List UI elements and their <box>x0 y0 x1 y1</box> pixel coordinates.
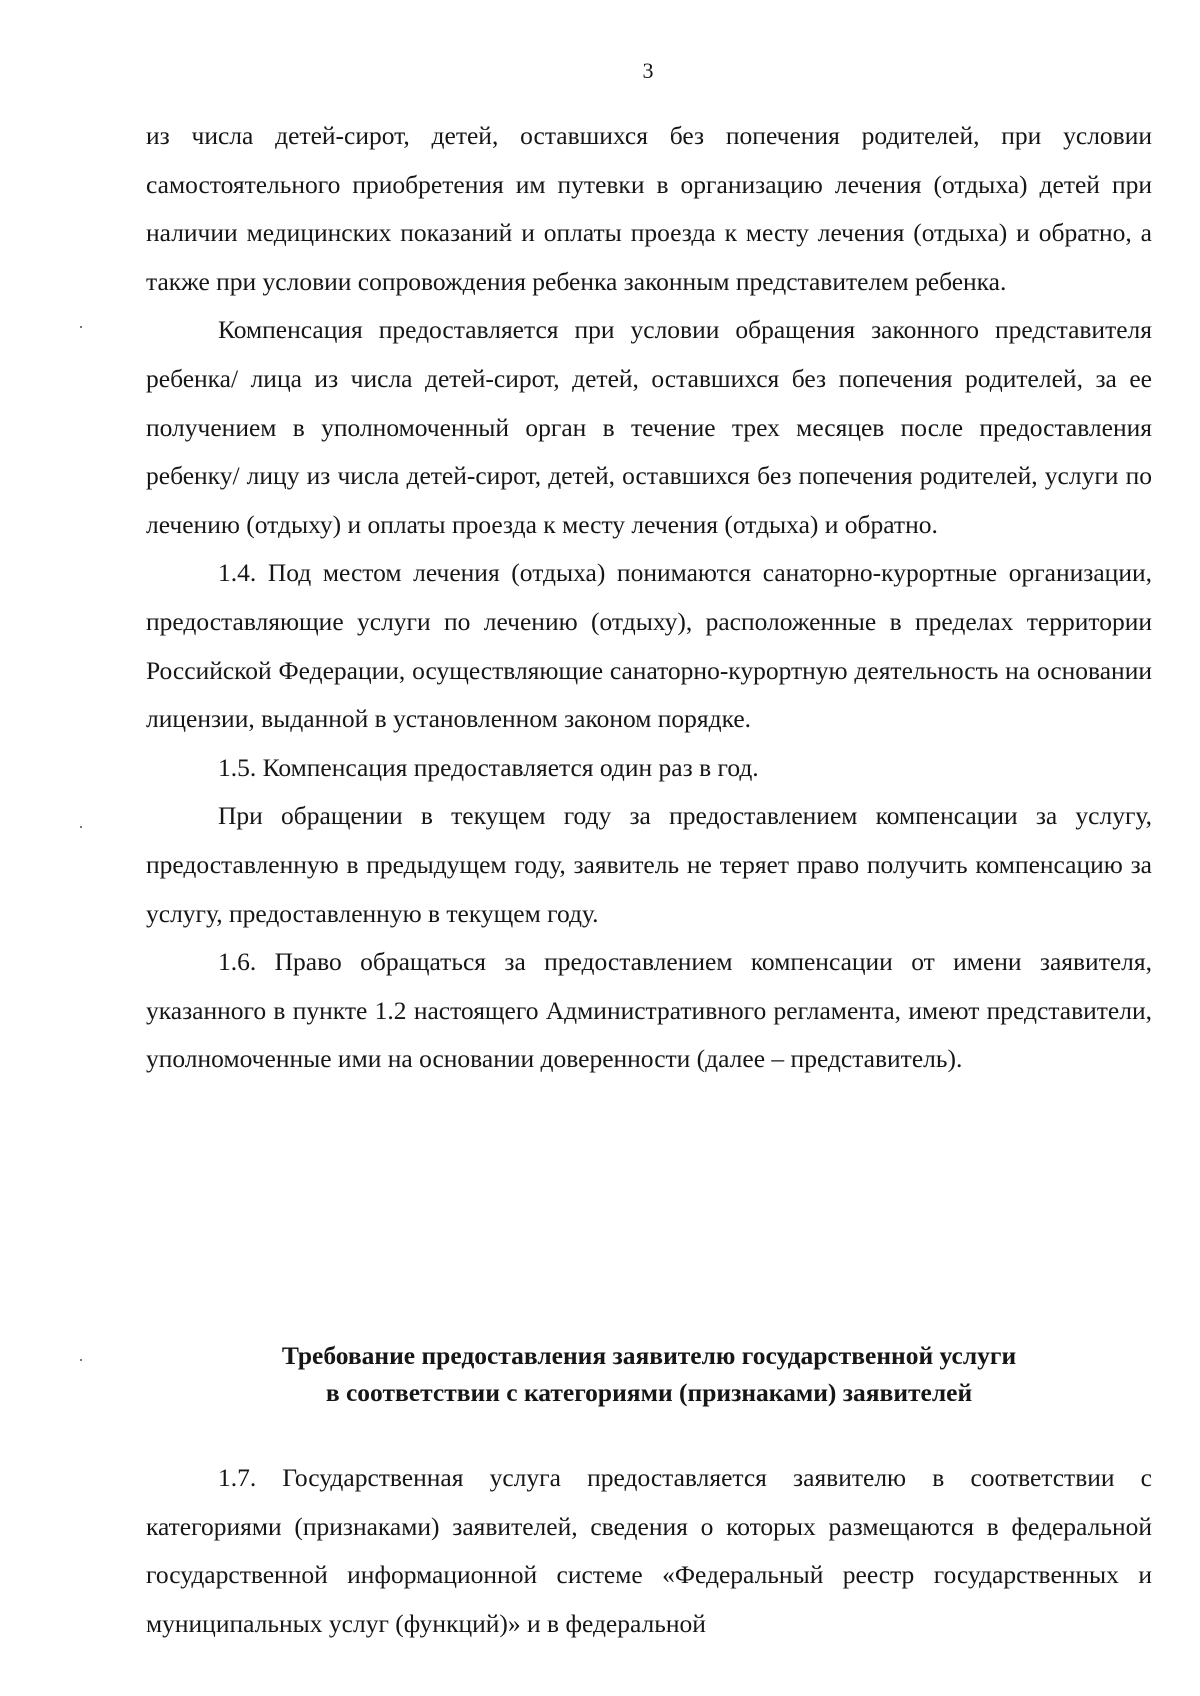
paragraph-1-5: 1.5. Компенсация предоставляется один раз в год. <box>218 752 759 782</box>
section-heading-line-1: Требование предоставления заявителю государственной услуги <box>281 1341 1017 1370</box>
margin-scan-mark <box>80 326 82 328</box>
paragraph-current-year: При обращении в текущем году за предоставлением компенсации за услугу, предоставленную в предыдущем году, заявитель не теряет право получить компенсацию за услугу, предоставленную в текущем году. <box>146 801 1152 928</box>
document-body-continued <box>146 1454 1152 1648</box>
paragraph-1-4: 1.4. Под местом лечения (отдыха) понимаются санаторно-курортные организации, предоставляющие услуги по лечению (отдыху), расположенные в пределах территории Российской Федерации, осуществляющие санаторно-курортную деятельность на основании лицензии, выданной в установленном законом порядке. <box>146 558 1152 734</box>
paragraph-1-6: 1.6. Право обращаться за предоставлением компенсации от имени заявителя, указанного в пункте 1.2 настоящего Административного регламента, имеют представители, уполномоченные ими на основании доверенности (далее – представитель). <box>146 947 1152 1074</box>
margin-scan-mark <box>80 1359 82 1361</box>
section-heading <box>146 1337 1152 1411</box>
section-heading-line-2: в соответствии с категориями (признаками) заявителей <box>325 1378 973 1407</box>
paragraph-compensation-condition: Компенсация предоставляется при условии обращения законного представителя ребенка/ лица из числа детей-сирот, детей, оставшихся без попечения родителей, за ее получением в уполномоченный орган в течение трех месяцев после предоставления ребенку/ лицу из числа детей-сирот, детей, оставшихся без попечения родителей, услуги по лечению (отдыху) и оплаты проезда к месту лечения (отдыха) и обратно. <box>146 315 1152 539</box>
document-body <box>146 112 1152 1084</box>
margin-scan-mark <box>80 826 82 828</box>
paragraph-1-7: 1.7. Государственная услуга предоставляется заявителю в соответствии с категориями (признаками) заявителей, сведения о которых размещаются в федеральной государственной информационной системе «Федеральный реестр государственных и муниципальных услуг (функций)» и в федеральной <box>146 1463 1152 1638</box>
page-number: 3 <box>642 58 654 83</box>
paragraph-continuation: из числа детей-сирот, детей, оставшихся без попечения родителей, при условии самостоятельного приобретения им путевки в организацию лечения (отдыха) детей при наличии медицинских показаний и оплаты проезда к месту лечения (отдыха) и обратно, а также при условии сопровождения ребенка законным представителем ребенка. <box>146 121 1152 296</box>
